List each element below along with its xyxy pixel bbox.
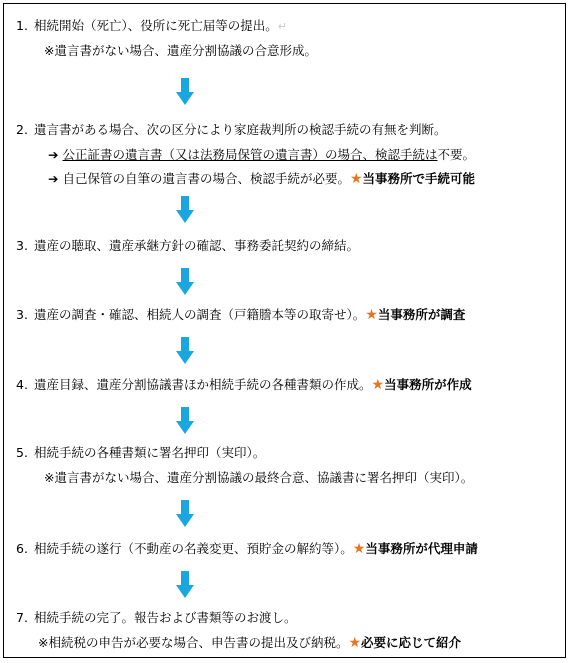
step-number: 7. bbox=[16, 610, 28, 625]
star-icon: ★ bbox=[371, 377, 385, 393]
sub-text: 自己保管の自筆の遺言書の場合、検認手続が必要。 bbox=[62, 171, 350, 186]
step-text: 相続手続の各種書類に署名押印（実印）。 bbox=[34, 445, 266, 460]
step-2-sub-1 bbox=[48, 147, 475, 163]
star-icon: ★ bbox=[365, 307, 378, 323]
step-2-sub-2 bbox=[48, 171, 475, 187]
step-7-line bbox=[16, 610, 297, 626]
office-badge: 当事務所が作成 bbox=[384, 377, 472, 392]
step-number: 5. bbox=[16, 445, 28, 460]
document-frame bbox=[3, 3, 566, 658]
step-6-line bbox=[16, 541, 478, 557]
star-icon: ★ bbox=[348, 635, 362, 651]
step-note: ※相続税の申告が必要な場合、申告書の提出及び納税。 bbox=[38, 635, 349, 650]
step-number: 4. bbox=[16, 377, 28, 392]
step-2-line bbox=[16, 122, 447, 138]
step-3b-line bbox=[16, 307, 465, 323]
step-4-line bbox=[16, 377, 472, 393]
arrow-right-icon: ➔ bbox=[48, 171, 59, 186]
down-arrow-icon bbox=[176, 407, 194, 435]
step-text: 遺産の調査・確認、相続人の調査（戸籍謄本等の取寄せ）。 bbox=[34, 307, 366, 322]
star-icon: ★ bbox=[352, 541, 366, 557]
step-text: 遺産目録、遺産分割協議書ほか相続手続の各種書類の作成。 bbox=[34, 377, 372, 392]
down-arrow-icon bbox=[176, 500, 194, 528]
office-badge: 必要に応じて紹介 bbox=[361, 635, 462, 650]
down-arrow-icon bbox=[176, 268, 194, 296]
sub-text-underlined: 公正証書の遺言書（又は法務局保管の遺言書）の場合、検認手続は bbox=[62, 147, 438, 162]
sub-text-rest: 不要。 bbox=[437, 147, 475, 162]
down-arrow-icon bbox=[176, 571, 194, 599]
step-text: 相続開始（死亡）、役所に死亡届等の提出。 bbox=[34, 18, 278, 33]
step-number: 2. bbox=[16, 122, 28, 137]
step-5-line bbox=[16, 445, 265, 461]
step-3-line bbox=[16, 238, 359, 254]
step-7-note-line bbox=[38, 635, 461, 651]
step-5-note: ※遺言書がない場合、遺産分割協議の最終合意、協議書に署名押印（実印）。 bbox=[44, 470, 474, 485]
step-text: 相続手続の完了。報告および書類等のお渡し。 bbox=[34, 610, 297, 625]
step-number: 3. bbox=[16, 307, 28, 322]
paragraph-mark: ↵ bbox=[277, 20, 287, 33]
step-text: 相続手続の遂行（不動産の名義変更、預貯金の解約等）。 bbox=[34, 541, 353, 556]
star-icon: ★ bbox=[349, 171, 363, 187]
step-1-line bbox=[16, 18, 287, 35]
down-arrow-icon bbox=[176, 337, 194, 365]
step-number: 6. bbox=[16, 541, 28, 556]
office-badge: 当事務所が代理申請 bbox=[365, 541, 478, 556]
office-badge: 当事務所が調査 bbox=[377, 307, 466, 322]
step-1-note: ※遺言書がない場合、遺産分割協議の合意形成。 bbox=[44, 43, 317, 58]
step-number: 1. bbox=[16, 18, 28, 33]
down-arrow-icon bbox=[176, 78, 194, 106]
office-badge: 当事務所で手続可能 bbox=[362, 171, 476, 186]
step-number: 3. bbox=[16, 238, 28, 253]
step-text: 遺産の聴取、遺産承継方針の確認、事務委託契約の締結。 bbox=[34, 238, 360, 253]
arrow-right-icon: ➔ bbox=[48, 147, 59, 162]
step-text: 遺言書がある場合、次の区分により家庭裁判所の検認手続の有無を判断。 bbox=[34, 122, 447, 137]
down-arrow-icon bbox=[176, 196, 194, 224]
